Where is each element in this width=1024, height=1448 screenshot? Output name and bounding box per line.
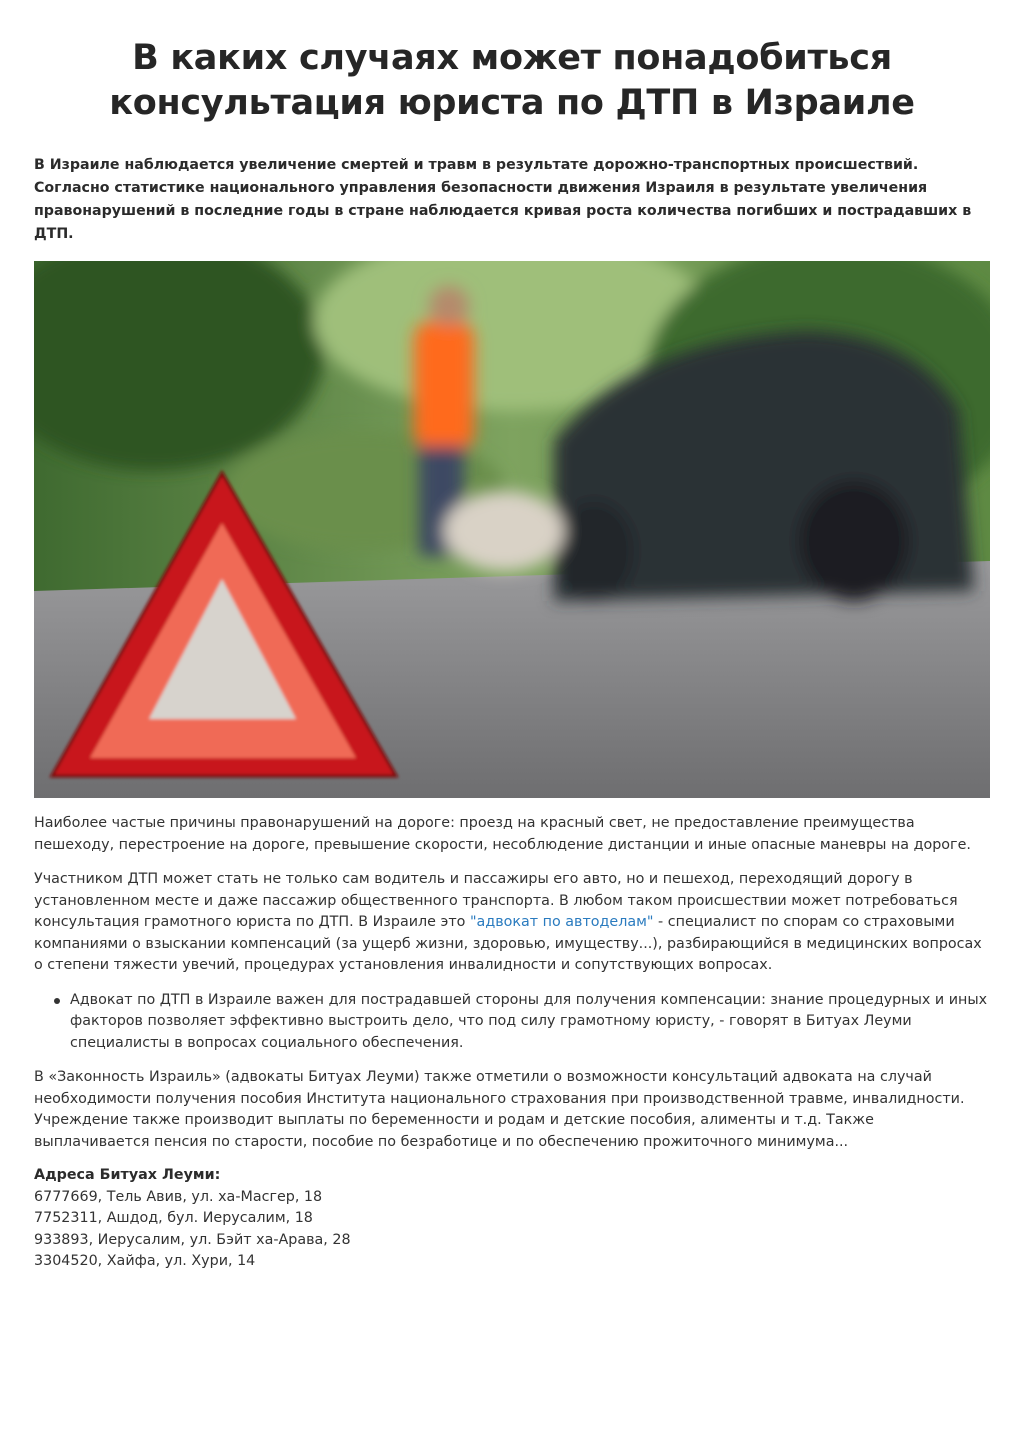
list-item — [70, 990, 990, 1055]
car-accident-lawyer-link[interactable]: "адвокат по автоделам" — [469, 914, 654, 930]
address-line: 3304520, Хайфа, ул. Хури, 14 — [34, 1253, 256, 1269]
paragraph-participants-text-1: Участником ДТП может стать не только сам водитель и пассажиры его авто, но и пешеход, переходящий дорогу в установленном месте и даже пассажир общественного транспорта. В любом таком происшествии может потребоваться консультация грамотного юриста по ДТП. В Израиле это — [34, 871, 958, 930]
address-line: 7752311, Ашдод, бул. Иерусалим, 18 — [34, 1210, 313, 1226]
title-line-2: консультация юриста по ДТП в Израиле — [109, 83, 915, 123]
list-item-text: Адвокат по ДТП в Израиле важен для пострадавшей стороны для получения компенсации: знание процедурных и иных факторов позволяет эффективно выстроить дело, что под силу грамотному юристу, - говорят в Битуах Леуми специалисты в вопросах социального обеспечения. — [70, 991, 988, 1051]
address-line: 933893, Иерусалим, ул. Бэйт ха-Арава, 28 — [34, 1231, 351, 1248]
paragraph-legality: В «Законность Израиль» (адвокаты Битуах Леуми) также отметили о возможности консультаций адвоката на случай необходимости получения пособия Института национального страхования при производственной травме, инвалидности. Учреждение также производит выплаты по беременности и родам и детские пособия, алименты и т.д. Также выплачивается пенсия по старости, пособие по безработице и по обеспечению прожиточного минимума... — [34, 1069, 965, 1150]
paragraph-participants-text-2: - специалист по спорам со страховыми компаниями о взыскании компенсаций (за ущерб жизни, здоровью, имуществу...), разбирающийся в медицинских вопросах о степени тяжести увечий, процедурах установления инвалидности и сопутствующих вопросах. — [34, 914, 982, 973]
bullet-dot-icon — [54, 998, 60, 1004]
paragraph-participants — [34, 869, 990, 977]
addresses-heading: Адреса Битуах Леуми: — [34, 1167, 221, 1183]
page-title — [34, 0, 990, 126]
lead-paragraph: В Израиле наблюдается увеличение смертей и травм в результате дорожно-транспортных происшествий. Согласно статистике национального управления безопасности движения Израиля в результате увеличения правонарушений в последние годы в стране наблюдается кривая роста количества погибших и пострадавших в ДТП. — [34, 157, 972, 242]
address-line: 6777669, Тель Авив, ул. ха-Масгер, 18 — [34, 1188, 323, 1205]
paragraph-causes: Наиболее частые причины правонарушений на дороге: проезд на красный свет, не предоставление преимущества пешеходу, перестроение на дороге, превышение скорости, несоблюдение дистанции и иные опасные маневры на дороге. — [34, 815, 971, 853]
title-line-1: В каких случаях может понадобиться — [132, 38, 892, 78]
bullet-list — [34, 990, 990, 1055]
accident-photo — [34, 261, 990, 798]
